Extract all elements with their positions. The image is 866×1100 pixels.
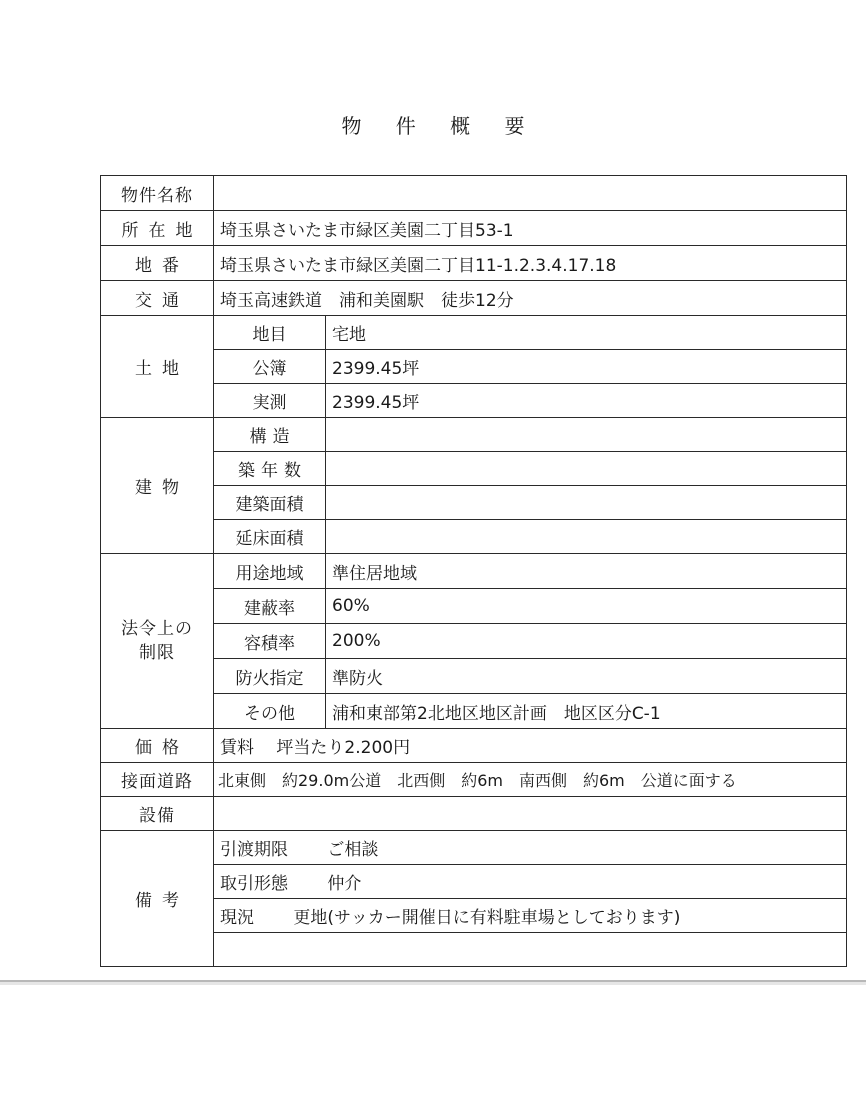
building-item-value [326,486,847,520]
transport-label: 交通 [101,281,214,316]
building-item-label: 築年数 [214,452,326,486]
legal-item-value: 200% [326,624,847,659]
table-row [101,176,847,211]
table-row [101,316,847,350]
table-row [101,831,847,865]
property-summary-table [100,175,847,967]
building-item-value [326,452,847,486]
remarks-item: 引渡期限 ご相談 [214,831,847,865]
lot-number-value: 埼玉県さいたま市緑区美園二丁目11-1.2.3.4.17.18 [214,246,847,281]
remarks-item: 現況 更地(サッカー開催日に有料駐車場としております) [214,899,847,933]
land-item-label: 実測 [214,384,326,418]
table-row [101,246,847,281]
legal-restrictions-label [101,554,214,729]
price-value: 賃料 坪当たり2.200円 [214,729,847,763]
facilities-label: 設備 [101,797,214,831]
legal-item-label: 用途地域 [214,554,326,589]
legal-item-value: 準防火 [326,659,847,694]
remarks-item: 取引形態 仲介 [214,865,847,899]
scan-edge-shadow [0,982,866,985]
building-item-label: 構造 [214,418,326,452]
land-item-value: 2399.45坪 [326,384,847,418]
table-row [101,554,847,589]
table-row [101,418,847,452]
legal-label-line2: 制限 [139,643,175,663]
page-title: 物 件 概 要 [341,114,539,138]
building-item-label: 建築面積 [214,486,326,520]
building-item-value [326,520,847,554]
building-item-label: 延床面積 [214,520,326,554]
building-item-value [326,418,847,452]
remarks-item [214,933,847,967]
facilities-value [214,797,847,831]
table-row [101,281,847,316]
legal-label-line1: 法令上の [121,619,193,639]
price-label: 価格 [101,729,214,763]
location-value: 埼玉県さいたま市緑区美園二丁目53-1 [214,211,847,246]
table-row [101,797,847,831]
legal-item-label: 建蔽率 [214,589,326,624]
remarks-label: 備考 [101,831,214,967]
transport-value: 埼玉高速鉄道 浦和美園駅 徒歩12分 [214,281,847,316]
legal-item-label: 容積率 [214,624,326,659]
land-item-value: 宅地 [326,316,847,350]
legal-item-label: 防火指定 [214,659,326,694]
table-row [101,211,847,246]
land-item-label: 地目 [214,316,326,350]
property-name-value [214,176,847,211]
legal-item-value: 浦和東部第2北地区地区計画 地区区分C-1 [326,694,847,729]
road-value: 北東側 約29.0m公道 北西側 約6m 南西側 約6m 公道に面する [214,763,847,797]
location-label: 所在地 [101,211,214,246]
land-item-label: 公簿 [214,350,326,384]
building-label: 建物 [101,418,214,554]
legal-item-value: 準住居地域 [326,554,847,589]
land-item-value: 2399.45坪 [326,350,847,384]
legal-item-label: その他 [214,694,326,729]
table-row [101,729,847,763]
table-row [101,763,847,797]
property-name-label: 物件名称 [101,176,214,211]
land-label: 土地 [101,316,214,418]
legal-item-value: 60% [326,589,847,624]
road-label: 接面道路 [101,763,214,797]
lot-number-label: 地番 [101,246,214,281]
